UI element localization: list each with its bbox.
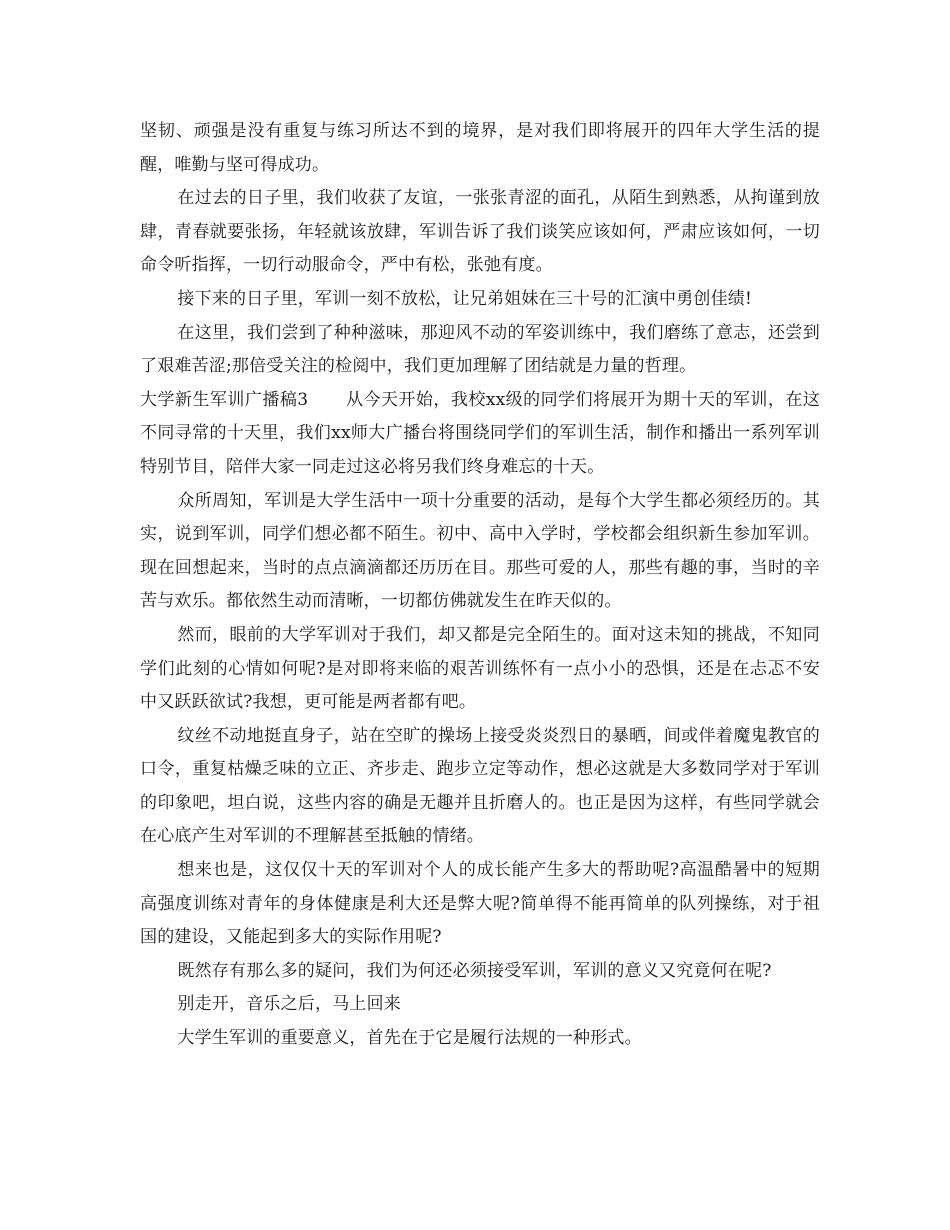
section-heading: 大学新生军训广播稿3 bbox=[140, 389, 309, 410]
section-paragraph bbox=[140, 384, 820, 485]
document-body bbox=[140, 115, 820, 1056]
section-intro: 从今天开始，我校xx级的同学们将展开为期十天的军训，在这不同寻常的十天里，我们xx师大广播台将围绕同学们的军训生活，制作和播出一系列军训特别节目，陪伴大家一同走过这必将另我们终身难忘的十天。 bbox=[140, 389, 820, 477]
paragraph-2: 在过去的日子里，我们收获了友谊，一张张青涩的面孔，从陌生到熟悉，从拘谨到放肆，青春就要张扬，年轻就该放肆，军训告诉了我们谈笑应该如何，严肃应该如何，一切命令听指挥，一切行动服命令，严中有松，张弛有度。 bbox=[140, 188, 820, 276]
paragraph-11: 大学生军训的重要意义，首先在于它是履行法规的一种形式。 bbox=[177, 1028, 642, 1049]
paragraph-5: 众所周知，军训是大学生活中一项十分重要的活动，是每个大学生都必须经历的。其实，说到军训，同学们想必都不陌生。初中、高中入学时，学校都会组织新生参加军训。现在回想起来，当时的点点滴滴都还历历在目。那些可爱的人，那些有趣的事，当时的辛苦与欢乐。都依然生动而清晰，一切都仿佛就发生在昨天似的。 bbox=[140, 490, 820, 612]
paragraph-8: 想来也是，这仅仅十天的军训对个人的成长能产生多大的帮助呢?高温酷暑中的短期高强度训练对青年的身体健康是利大还是弊大呢?简单得不能再简单的队列操练，对于祖国的建设，又能起到多大的实际作用呢? bbox=[140, 860, 820, 948]
paragraph-3: 接下来的日子里，军训一刻不放松，让兄弟姐妹在三十号的汇演中勇创佳绩! bbox=[177, 288, 753, 309]
paragraph-4: 在这里，我们尝到了种种滋味，那迎风不动的军姿训练中，我们磨练了意志，还尝到了艰难苦涩;那倍受关注的检阅中，我们更加理解了团结就是力量的哲理。 bbox=[140, 322, 820, 377]
paragraph-9: 既然存有那么多的疑问，我们为何还必须接受军训，军训的意义又究竟何在呢? bbox=[177, 960, 772, 981]
paragraph-10: 别走开，音乐之后，马上回来 bbox=[177, 994, 401, 1015]
paragraph-1: 坚韧、顽强是没有重复与练习所达不到的境界，是对我们即将展开的四年大学生活的提醒，唯勤与坚可得成功。 bbox=[140, 121, 820, 175]
paragraph-6: 然而，眼前的大学军训对于我们，却又都是完全陌生的。面对这未知的挑战，不知同学们此刻的心情如何呢?是对即将来临的艰苦训练怀有一点小小的恐惧，还是在忐忑不安中又跃跃欲试?我想，更可能是两者都有吧。 bbox=[140, 624, 820, 713]
paragraph-7: 纹丝不动地挺直身子，站在空旷的操场上接受炎炎烈日的暴晒，间或伴着魔鬼教官的口令，重复枯燥乏味的立正、齐步走、跑步立定等动作，想必这就是大多数同学对于军训的印象吧，坦白说，这些内容的确是无趣并且折磨人的。也正是因为这样，有些同学就会在心底产生对军训的不理解甚至抵触的情绪。 bbox=[140, 725, 820, 847]
